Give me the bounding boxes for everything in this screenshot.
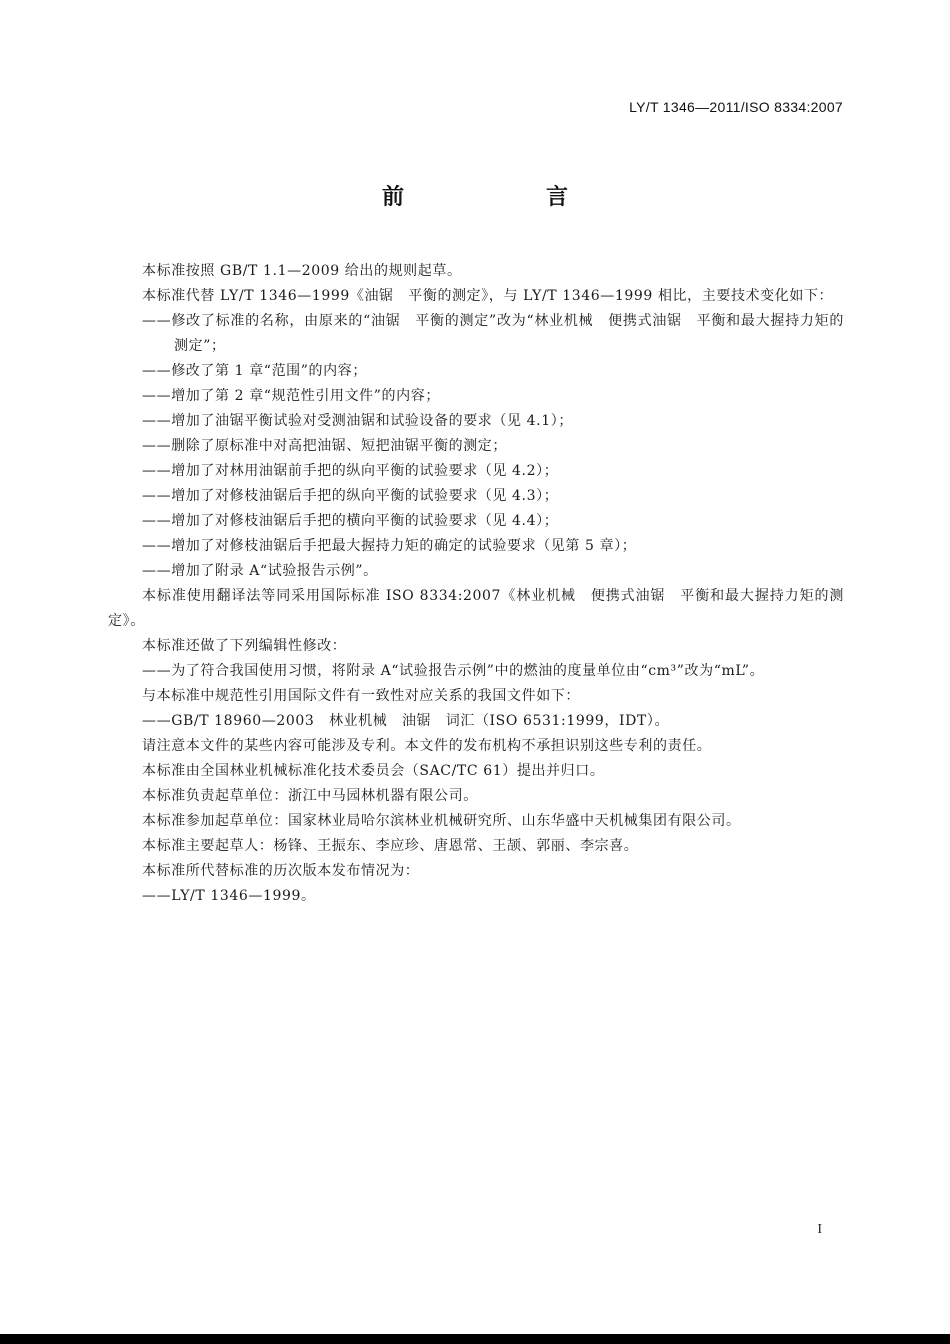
paragraph: 本标准负责起草单位：浙江中马园林机器有限公司。 [142,788,478,804]
list-item: ——修改了标准的名称，由原来的“油锯 平衡的测定”改为“林业机械 便携式油锯 平衡和最大握持力矩的测定”； [142,313,844,354]
paragraph: 本标准还做了下列编辑性修改： [142,638,347,654]
bottom-border [0,1334,950,1344]
paragraph: 请注意本文件的某些内容可能涉及专利。本文件的发布机构不承担识别这些专利的责任。 [142,738,712,754]
paragraph: 本标准按照 GB/T 1.1—2009 给出的规则起草。 [142,263,462,279]
list-item: ——增加了对林用油锯前手把的纵向平衡的试验要求（见 4.2）； [142,463,559,479]
list-item: ——GB/T 18960—2003 林业机械 油锯 词汇（ISO 6531:1999，IDT）。 [142,713,670,729]
list-item: ——LY/T 1346—1999。 [142,888,316,904]
list-item: ——增加了附录 A“试验报告示例”。 [142,563,378,579]
page-title: 前 言 [381,185,628,210]
standard-code-header: LY/T 1346—2011/ISO 8334:2007 [629,99,843,115]
paragraph: 与本标准中规范性引用国际文件有一致性对应关系的我国文件如下： [142,688,580,704]
paragraph: 本标准使用翻译法等同采用国际标准 ISO 8334:2007《林业机械 便携式油锯 平衡和最大握持力矩的测定》。 [108,588,844,629]
foreword-body [108,259,844,909]
list-item: ——删除了原标准中对高把油锯、短把油锯平衡的测定； [142,438,507,454]
list-item: ——增加了对修枝油锯后手把的纵向平衡的试验要求（见 4.3）； [142,488,559,504]
paragraph: 本标准所代替标准的历次版本发布情况为： [142,863,420,879]
list-item: ——增加了对修枝油锯后手把的横向平衡的试验要求（见 4.4）； [142,513,559,529]
page-number: I [817,1222,822,1237]
list-item: ——增加了第 2 章“规范性引用文件”的内容； [142,388,440,404]
list-item: ——增加了油锯平衡试验对受测油锯和试验设备的要求（见 4.1）； [142,413,573,429]
paragraph: 本标准参加起草单位：国家林业局哈尔滨林业机械研究所、山东华盛中天机械集团有限公司。 [142,813,741,829]
paragraph: 本标准代替 LY/T 1346—1999《油锯 平衡的测定》，与 LY/T 1346—1999 相比，主要技术变化如下： [142,288,834,304]
list-item: ——增加了对修枝油锯后手把最大握持力矩的确定的试验要求（见第 5 章）； [142,538,637,554]
list-item: ——修改了第 1 章“范围”的内容； [142,363,367,379]
list-item: ——为了符合我国使用习惯，将附录 A“试验报告示例”中的燃油的度量单位由“cm³”改为“mL”。 [142,663,765,679]
paragraph: 本标准主要起草人：杨锋、王振东、李应珍、唐恩常、王颉、郭丽、李宗喜。 [142,838,639,854]
paragraph: 本标准由全国林业机械标准化技术委员会（SAC/TC 61）提出并归口。 [142,763,605,779]
